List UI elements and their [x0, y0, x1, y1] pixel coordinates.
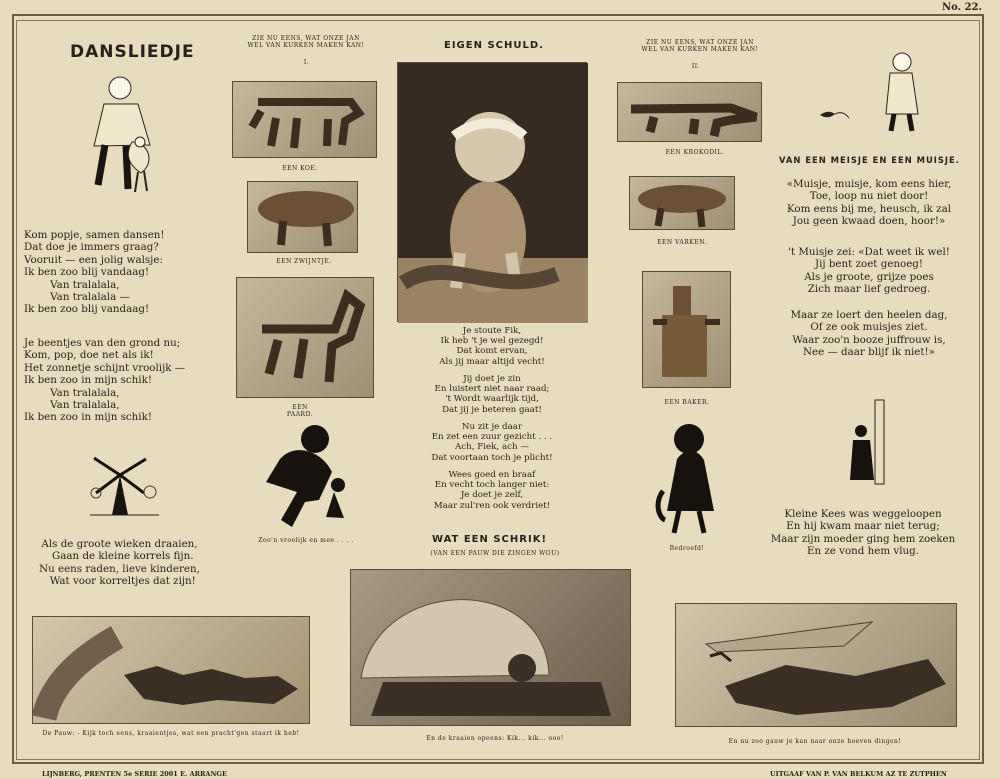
wat-een-schrik-subtitle: (VAN EEN PAUW DIE ZINGEN WOU) — [430, 550, 560, 557]
sad-child-caption: Bedroefd! — [669, 545, 705, 552]
eigen-schuld-verse-3: Nu zit je daar En zet een zuur gezicht . . . Ach, Fiek, ach — Dat voortaan toch je plicht! — [431, 422, 553, 463]
windmill-illustration — [84, 451, 164, 521]
cow-caption: EEN KOE. — [282, 165, 318, 172]
dancing-caption: Zoo'n vroolijk en mee . . . . — [258, 537, 354, 544]
page-number: No. 22. — [942, 2, 982, 13]
wat-een-schrik-title: WAT EEN SCHRIK! — [432, 534, 547, 545]
cork-baker-photo — [642, 271, 731, 388]
footer-left: LIJNBERG, PRENTEN 5e SERIE 2001 E. ARRANGE — [42, 770, 227, 778]
pig-caption: EEN ZWIJNTJE. — [276, 258, 332, 265]
eigen-schuld-verse-1: Je stoute Fik, Ik heb 't je wel gezegd! Dat komt ervan, Als jij maar altijd vecht! — [439, 326, 545, 367]
muisje-title: VAN EEN MEISJE EN EEN MUISJE. — [779, 155, 960, 165]
girl-with-doll-illustration — [78, 72, 166, 204]
muisje-verse-1: «Muisje, muisje, kom eens hier, Toe, loop nu niet door! Kom eens bij me, heusch, ik zal Jou geen kwaad doen, hoor!» — [786, 178, 952, 228]
dansliedje-title: DANSLIEDJE — [70, 42, 195, 62]
windmill-verse: Als de groote wieken draaien, Gaan de kleine korrels fijn. Nu eens raden, lieve kinderen, Wat voor korreltjes dat zijn! — [39, 538, 200, 588]
peacock-caption-left: De Pauw: - Kijk toch eens, kraaientjes, wat een pracht'gen staart ik heb! — [42, 730, 300, 737]
muisje-verse-2: 't Muisje zei: «Dat weet ik wel! Jij bent zoet genoeg! Als je groote, grijze poes Zich maar lief gedroeg. — [788, 246, 950, 296]
doorway-silhouette — [845, 398, 887, 486]
kees-verse: Kleine Kees was weggeloopen En hij kwam maar niet terug; Maar zijn moeder ging hem zoeken En ze vond hem vlug. — [770, 508, 956, 558]
peacock-and-birds-photo-left — [32, 616, 310, 724]
cork-horse-photo — [236, 277, 374, 398]
cork-numeral-1: I. — [303, 59, 310, 66]
muisje-verse-3: Maar ze loert den heelen dag, Of ze ook muisjes ziet. Waar zoo'n booze juffrouw is, Nee — daar blijf ik niet!» — [790, 309, 948, 359]
pig-2-caption: EEN VARKEN. — [657, 239, 707, 246]
footer-right: UITGAAF VAN P. VAN BELKUM AZ TE ZUTPHEN — [770, 770, 947, 778]
eigen-schuld-title: EIGEN SCHULD. — [444, 40, 544, 51]
cork-pig-photo — [247, 181, 358, 253]
eigen-schuld-verse-2: Jij doet je zin En luistert niet naar raad; 't Wordt waarlijk tijd, Dat jij je beteren gaat! — [434, 374, 550, 415]
cork-cow-photo — [232, 81, 377, 158]
peacock-caption-right: En nu zoo gauw je kan naar onze hoeven dingen! — [728, 738, 902, 745]
eigen-schuld-verse-4: Wees goed en braaf En vecht toch langer niet: Je doet je zelf, Maar zul'ren ook verdriet! — [433, 470, 551, 511]
crocodile-caption: EEN KROKODIL. — [665, 149, 725, 156]
cork-numeral-2: II. — [691, 63, 701, 70]
peacock-and-birds-photo-right — [675, 603, 957, 727]
dancing-silhouette-left — [250, 424, 360, 530]
dansliedje-verse-1: Kom popje, samen dansen! Dat doe je immers graag? Vooruit — een jolig walsje: Ik ben zoo blij vandaag! Van tralalala, Van tralalala — Ik ben zoo blij vandaag! — [24, 229, 165, 316]
cork-heading-1: ZIE NU EENS, WAT ONZE JAN WEL VAN KURKEN MAKEN KAN! — [247, 35, 365, 49]
cork-pig-2-photo — [629, 176, 735, 230]
pug-with-bandaged-head-photo — [397, 62, 587, 322]
sad-child-silhouette — [652, 423, 727, 537]
cork-crocodile-photo — [617, 82, 762, 142]
horse-caption: EEN PAARD. — [286, 404, 314, 418]
peacock-caption-center: En de kraaien opeens: Kik... kik... ooo! — [426, 735, 564, 742]
girl-and-mouse-illustration — [804, 51, 928, 135]
baker-caption: EEN BAKER. — [664, 399, 710, 406]
peacock-and-crowd-photo-center — [350, 569, 631, 726]
cork-heading-2: ZIE NU EENS, WAT ONZE JAN WEL VAN KURKEN MAKEN KAN! — [641, 39, 759, 53]
dansliedje-verse-2: Je beentjes van den grond nu; Kom, pop, doe net als ik! Het zonnetje schijnt vroolijk — Ik ben zoo in mijn schik! Van tralalala, Van tralalala, Ik ben zoo in mijn schik! — [24, 337, 186, 424]
